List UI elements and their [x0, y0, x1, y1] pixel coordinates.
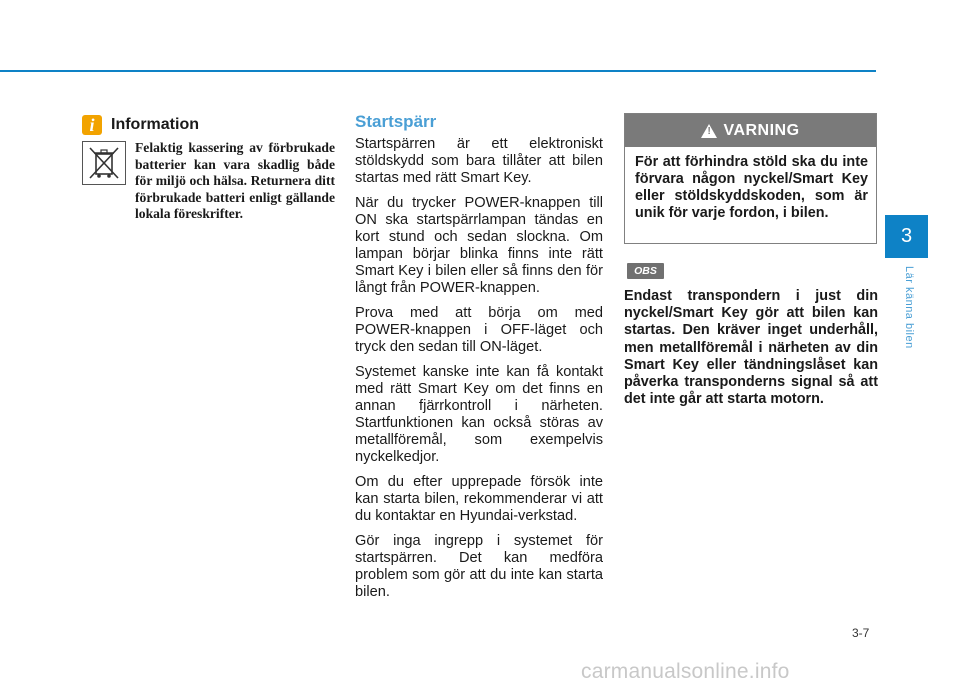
watermark: carmanualsonline.info	[581, 660, 790, 683]
section-title: Startspärr	[355, 112, 437, 131]
paragraph: Om du efter upprepade försök inte kan starta bilen, rekommenderar vi att du kontaktar en Hyundai-verkstad.	[355, 474, 603, 524]
warning-text: För att förhindra stöld ska du inte förvara någon nyckel/Smart Key eller stöldskyddskoden, som är unik för varje fordon, i bilen.	[635, 154, 868, 221]
page-number: 3-7	[852, 626, 870, 640]
information-text: Felaktig kassering av förbrukade batterier kan vara skadlig både för miljö och hälsa. Returnera ditt förbrukade batteri enligt gällande lokala föreskrifter.	[135, 140, 335, 221]
obs-text: Endast transpondern i just din nyckel/Smart Key gör att bilen kan startas. Den kräver inget underhåll, men metallföremål i närheten av din Smart Key eller tändningslåset kan påverka transponderns signal så att det inte går att starta motorn.	[624, 288, 878, 408]
obs-badge: OBS	[627, 263, 664, 279]
chapter-label: Lär känna bilen	[903, 266, 915, 349]
paragraph: Gör inga ingrepp i systemet för startspärren. Det kan medföra problem som gör att du inte kan starta bilen.	[355, 533, 603, 600]
section-body	[355, 136, 603, 609]
information-title: Information	[111, 116, 199, 133]
warning-header	[625, 114, 876, 147]
paragraph: Prova med att börja om med POWER-knappen i OFF-läget och tryck den sedan till ON-läget.	[355, 305, 603, 355]
warning-triangle-icon: !	[701, 124, 717, 138]
info-icon: i	[82, 115, 102, 135]
paragraph: Systemet kanske inte kan få kontakt med rätt Smart Key om det finns en annan fjärrkontroll i närheten. Startfunktionen kan också störas av metallföremål, som exempelvis nyckelkedjor.	[355, 364, 603, 465]
paragraph: När du trycker POWER-knappen till ON ska startspärrlampan tändas en kort stund och sedan slockna. Om lampan börjar blinka finns inte rätt Smart Key i bilen eller så finns den för långt från POWER-knappen.	[355, 195, 603, 296]
chapter-number-tab: 3	[885, 215, 928, 258]
warning-box	[624, 113, 877, 244]
paragraph: Startspärren är ett elektroniskt stöldskydd som bara tillåter att bilen startas med rätt Smart Key.	[355, 136, 603, 186]
warning-label: VARNING	[723, 121, 800, 139]
top-divider	[0, 70, 876, 72]
crossed-bin-icon	[82, 141, 126, 185]
information-header	[82, 115, 199, 135]
